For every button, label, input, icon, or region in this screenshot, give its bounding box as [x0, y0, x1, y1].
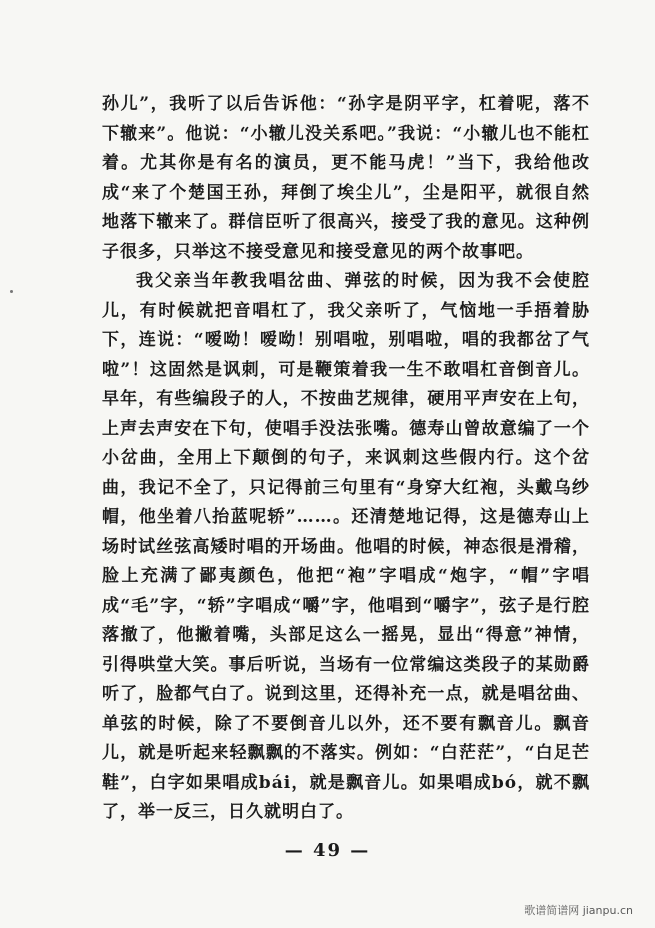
scan-speck: [10, 290, 13, 293]
body-text: [102, 90, 590, 828]
paragraph: 我父亲当年教我唱岔曲、弹弦的时候，因为我不会使腔儿，有时候就把音唱杠了，我父亲听了，气恼地一手捂着胁下，连说：“嗳呦！嗳呦！别唱啦，别唱啦，唱的我都岔了气啦”！这固然是讽刺，可是鞭策着我一生不敢唱杠音倒音儿。早年，有些编段子的人，不按曲艺规律，硬用平声安在上句，上声去声安在下句，使唱手没法张嘴。德寿山曾故意编了一个小岔曲，全用上下颠倒的句子，来讽刺这些假内行。这个岔曲，我记不全了，只记得前三句里有“身穿大红袍，头戴乌纱帽，他坐着八抬蓝呢轿”……。还清楚地记得，这是德寿山上场时试丝弦高矮时唱的开场曲。他唱的时候，神态很是滑稽，脸上充满了鄙夷颜色，他把“袍”字唱成“炮字，“帽”字唱成“毛”字，“轿”字唱成“嚼”字，他唱到“嚼字”，弦子是行腔落撤了，他撇着嘴，头部足这么一摇晃，显出“得意”神情，引得哄堂大笑。事后听说，当场有一位常编这类段子的某勋爵听了，脸都气白了。说到这里，还得补充一点，就是唱岔曲、单弦的时候，除了不要倒音儿以外，还不要有飘音儿。飘音儿，就是听起来轻飘飘的不落实。例如：“白茫茫”，“白足芒鞋”，白字如果唱成bái，就是飘音儿。如果唱成bó，就不飘了，举一反三，日久就明白了。: [102, 271, 591, 822]
page-number: — 49 —: [284, 840, 371, 861]
paragraph-continued: 孙儿”，我听了以后告诉他：“孙字是阴平字，杠着呢，落不下辙来”。他说：“小辙儿没关系吧。”我说：“小辙儿也不能杠着。尤其你是有名的演员，更不能马虎！”当下，我给他改成“来了个楚国王孙，拜倒了埃尘儿”，尘是阳平，就很自然地落下辙来了。群信臣听了很高兴，接受了我的意见。这种例子很多，只举这不接受意见和接受意见的两个故事吧。: [102, 94, 590, 262]
site-watermark: 歌谱简谱网 jianpu.cn: [524, 904, 633, 917]
